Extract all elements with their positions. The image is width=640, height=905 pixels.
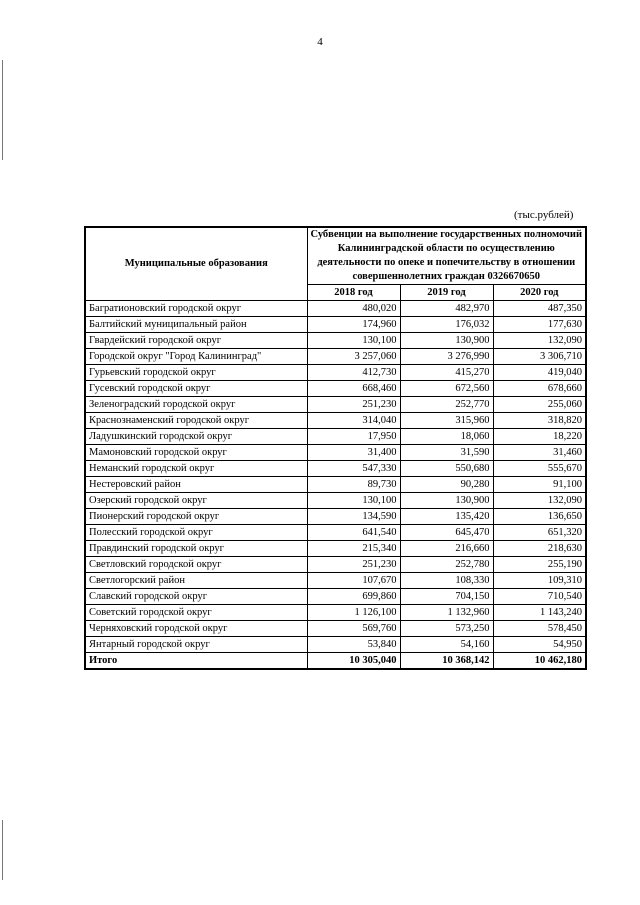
value-2019-cell: 3 276,990	[400, 349, 493, 365]
value-2018-cell: 17,950	[307, 429, 400, 445]
value-2020-cell: 487,350	[493, 301, 586, 317]
value-2018-cell: 1 126,100	[307, 605, 400, 621]
value-2019-cell: 31,590	[400, 445, 493, 461]
value-2020-cell: 177,630	[493, 317, 586, 333]
value-2020-cell: 1 143,240	[493, 605, 586, 621]
table-row	[85, 349, 586, 365]
municipality-cell: Багратионовский городской округ	[85, 301, 307, 317]
table-row	[85, 525, 586, 541]
value-2019-cell: 1 132,960	[400, 605, 493, 621]
value-2018-cell: 251,230	[307, 557, 400, 573]
table-row	[85, 477, 586, 493]
value-2018-cell: 641,540	[307, 525, 400, 541]
table-row	[85, 621, 586, 637]
value-2019-cell: 415,270	[400, 365, 493, 381]
value-2020-cell: 710,540	[493, 589, 586, 605]
municipality-cell: Зеленоградский городской округ	[85, 397, 307, 413]
value-2019-cell: 550,680	[400, 461, 493, 477]
municipality-cell: Мамоновский городской округ	[85, 445, 307, 461]
year-header-2019: 2019 год	[400, 285, 493, 301]
municipality-cell: Светловский городской округ	[85, 557, 307, 573]
value-2018-cell: 668,460	[307, 381, 400, 397]
value-2018-cell: 130,100	[307, 493, 400, 509]
value-2018-cell: 107,670	[307, 573, 400, 589]
value-2020-cell: 255,190	[493, 557, 586, 573]
value-2019-cell: 216,660	[400, 541, 493, 557]
municipality-cell: Гурьевский городской округ	[85, 365, 307, 381]
table-row	[85, 413, 586, 429]
value-2018-cell: 174,960	[307, 317, 400, 333]
value-2018-cell: 314,040	[307, 413, 400, 429]
table-row	[85, 381, 586, 397]
municipality-cell: Неманский городской округ	[85, 461, 307, 477]
value-2019-cell: 10 368,142	[400, 653, 493, 670]
value-2019-cell: 54,160	[400, 637, 493, 653]
value-2018-cell: 130,100	[307, 333, 400, 349]
value-2020-cell: 132,090	[493, 333, 586, 349]
municipality-cell: Итого	[85, 653, 307, 670]
table-row	[85, 637, 586, 653]
value-2019-cell: 130,900	[400, 493, 493, 509]
value-2019-cell: 645,470	[400, 525, 493, 541]
municipality-cell: Славский городской округ	[85, 589, 307, 605]
column-header-subvention: Субвенции на выполнение государственных полномочий Калининградской области по осуществлению деятельности по опеке и попечительству в отношении совершеннолетних граждан 0326670650	[307, 227, 586, 285]
municipality-cell: Гусевский городской округ	[85, 381, 307, 397]
value-2020-cell: 3 306,710	[493, 349, 586, 365]
value-2018-cell: 569,760	[307, 621, 400, 637]
value-2019-cell: 672,560	[400, 381, 493, 397]
table-row	[85, 397, 586, 413]
value-2020-cell: 132,090	[493, 493, 586, 509]
value-2020-cell: 318,820	[493, 413, 586, 429]
table-row	[85, 317, 586, 333]
table-row	[85, 589, 586, 605]
value-2018-cell: 134,590	[307, 509, 400, 525]
municipality-cell: Полесский городской округ	[85, 525, 307, 541]
value-2019-cell: 482,970	[400, 301, 493, 317]
municipality-cell: Гвардейский городской округ	[85, 333, 307, 349]
year-header-2020: 2020 год	[493, 285, 586, 301]
municipality-cell: Краснознаменский городской округ	[85, 413, 307, 429]
value-2019-cell: 315,960	[400, 413, 493, 429]
value-2020-cell: 109,310	[493, 573, 586, 589]
value-2019-cell: 135,420	[400, 509, 493, 525]
margin-mark	[2, 820, 3, 880]
value-2020-cell: 31,460	[493, 445, 586, 461]
municipality-cell: Пионерский городской округ	[85, 509, 307, 525]
table-row	[85, 605, 586, 621]
value-2018-cell: 480,020	[307, 301, 400, 317]
municipality-cell: Правдинский городской округ	[85, 541, 307, 557]
table-row	[85, 509, 586, 525]
value-2020-cell: 18,220	[493, 429, 586, 445]
table-row	[85, 541, 586, 557]
table-row	[85, 461, 586, 477]
value-2019-cell: 90,280	[400, 477, 493, 493]
municipality-cell: Ладушкинский городской округ	[85, 429, 307, 445]
margin-mark	[2, 60, 3, 160]
table-row	[85, 429, 586, 445]
value-2020-cell: 91,100	[493, 477, 586, 493]
value-2019-cell: 176,032	[400, 317, 493, 333]
value-2020-cell: 136,650	[493, 509, 586, 525]
value-2018-cell: 10 305,040	[307, 653, 400, 670]
value-2020-cell: 255,060	[493, 397, 586, 413]
table-body	[85, 301, 586, 670]
value-2019-cell: 252,770	[400, 397, 493, 413]
column-header-municipality: Муниципальные образования	[85, 227, 307, 301]
value-2018-cell: 699,860	[307, 589, 400, 605]
value-2018-cell: 547,330	[307, 461, 400, 477]
subventions-table	[84, 226, 587, 670]
table-row	[85, 445, 586, 461]
value-2020-cell: 651,320	[493, 525, 586, 541]
municipality-cell: Светлогорский район	[85, 573, 307, 589]
value-2019-cell: 18,060	[400, 429, 493, 445]
value-2020-cell: 10 462,180	[493, 653, 586, 670]
value-2018-cell: 412,730	[307, 365, 400, 381]
municipality-cell: Городской округ "Город Калининград"	[85, 349, 307, 365]
table-row	[85, 301, 586, 317]
year-header-2018: 2018 год	[307, 285, 400, 301]
value-2020-cell: 578,450	[493, 621, 586, 637]
table-row	[85, 557, 586, 573]
value-2020-cell: 678,660	[493, 381, 586, 397]
page-number: 4	[317, 36, 323, 48]
total-row	[85, 653, 586, 670]
value-2019-cell: 130,900	[400, 333, 493, 349]
value-2018-cell: 31,400	[307, 445, 400, 461]
municipality-cell: Озерский городской округ	[85, 493, 307, 509]
municipality-cell: Советский городской округ	[85, 605, 307, 621]
value-2020-cell: 218,630	[493, 541, 586, 557]
table-row	[85, 333, 586, 349]
value-2018-cell: 3 257,060	[307, 349, 400, 365]
value-2019-cell: 108,330	[400, 573, 493, 589]
value-2019-cell: 573,250	[400, 621, 493, 637]
municipality-cell: Черняховский городской округ	[85, 621, 307, 637]
value-2018-cell: 53,840	[307, 637, 400, 653]
value-2020-cell: 555,670	[493, 461, 586, 477]
municipality-cell: Нестеровский район	[85, 477, 307, 493]
value-2019-cell: 252,780	[400, 557, 493, 573]
table-row	[85, 573, 586, 589]
table-row	[85, 493, 586, 509]
table-row	[85, 365, 586, 381]
municipality-cell: Балтийский муниципальный район	[85, 317, 307, 333]
value-2020-cell: 419,040	[493, 365, 586, 381]
value-2020-cell: 54,950	[493, 637, 586, 653]
value-2019-cell: 704,150	[400, 589, 493, 605]
value-2018-cell: 251,230	[307, 397, 400, 413]
value-2018-cell: 215,340	[307, 541, 400, 557]
municipality-cell: Янтарный городской округ	[85, 637, 307, 653]
units-label: (тыс.рублей)	[514, 209, 574, 221]
value-2018-cell: 89,730	[307, 477, 400, 493]
